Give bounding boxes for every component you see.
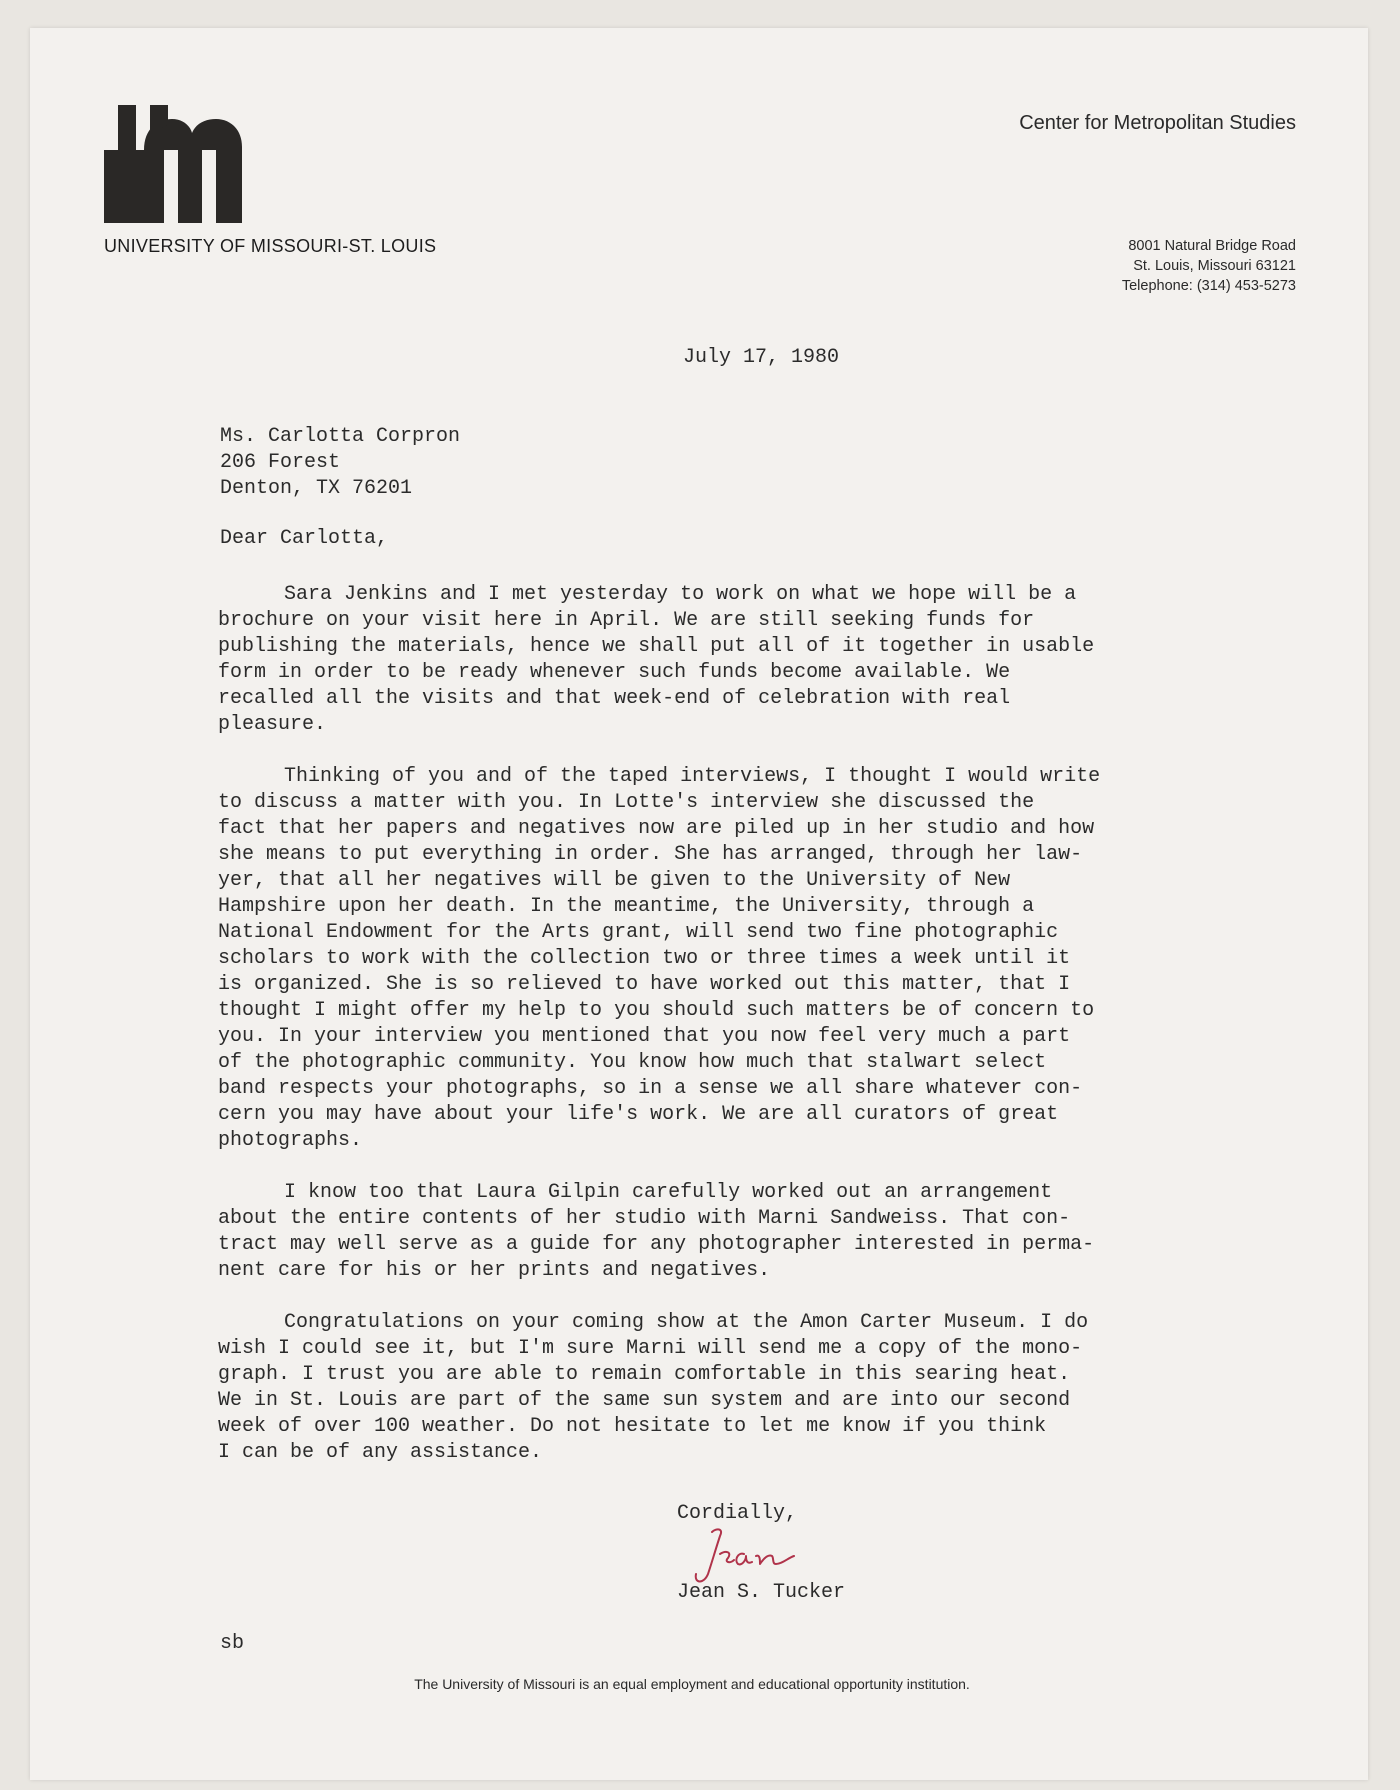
paragraph-line: cern you may have about your life's work. We are all curators of great: [218, 1103, 1059, 1126]
paragraph-line: Congratulations on your coming show at the Amon Carter Museum. I do: [284, 1311, 1089, 1334]
university-logo: [104, 105, 256, 223]
address-city: St. Louis, Missouri 63121: [1133, 258, 1296, 274]
paragraph-1: [218, 582, 1198, 738]
paragraph-line: I can be of any assistance.: [218, 1441, 543, 1464]
paragraph-4: [218, 1310, 1198, 1466]
paragraph-line: wish I could see it, but I'm sure Marni will send me a copy of the mono-: [218, 1337, 1083, 1360]
logo-left-bar: [104, 185, 144, 223]
address-telephone: Telephone: (314) 453-5273: [1121, 278, 1296, 294]
salutation: Dear Carlotta,: [220, 527, 389, 550]
paragraph-line: band respects your photographs, so in a sense we all share whatever con-: [218, 1077, 1083, 1100]
recipient-name: Ms. Carlotta Corpron: [220, 425, 461, 448]
paragraph-line: thought I might offer my help to you should such matters be of concern to: [218, 999, 1095, 1022]
paragraph-3: [218, 1180, 1198, 1284]
paragraph-line: graph. I trust you are able to remain comfortable in this searing heat.: [218, 1363, 1071, 1386]
center-name: Center for Metropolitan Studies: [1019, 112, 1296, 134]
address-street: 8001 Natural Bridge Road: [1128, 238, 1296, 254]
paragraph-line: recalled all the visits and that week-end of celebration with real: [218, 687, 1011, 710]
paragraph-line: publishing the materials, hence we shall put all of it together in usable: [218, 635, 1095, 658]
paragraph-line: of the photographic community. You know how much that stalwart select: [218, 1051, 1047, 1074]
paragraph-line: We in St. Louis are part of the same sun system and are into our second: [218, 1389, 1071, 1412]
paragraph-line: pleasure.: [218, 713, 327, 736]
university-name: UNIVERSITY OF MISSOURI-ST. LOUIS: [104, 236, 437, 256]
paragraph-line: National Endowment for the Arts grant, will send two fine photographic: [218, 921, 1059, 944]
paragraph-line: yer, that all her negatives will be given to the University of New: [218, 869, 1011, 892]
paragraph-line: about the entire contents of her studio with Marni Sandweiss. That con-: [218, 1207, 1071, 1230]
footer-text: The University of Missouri is an equal employment and educational opportunity institution.: [414, 1676, 970, 1692]
paragraph-line: you. In your interview you mentioned that you now feel very much a part: [218, 1025, 1071, 1048]
paragraph-line: Sara Jenkins and I met yesterday to work on what we hope will be a: [284, 583, 1077, 606]
recipient-city: Denton, TX 76201: [220, 477, 413, 500]
paragraph-line: Thinking of you and of the taped interviews, I thought I would write: [284, 765, 1101, 788]
paragraph-2: [218, 764, 1198, 1154]
recipient-block: [220, 424, 460, 502]
footer-statement: [0, 1676, 1400, 1692]
paragraph-line: fact that her papers and negatives now are piled up in her studio and how: [218, 817, 1095, 840]
handwritten-signature: [690, 1524, 802, 1586]
paragraph-line: nent care for his or her prints and negatives.: [218, 1259, 771, 1282]
logo-top-stem: [118, 105, 136, 155]
closing: Cordially,: [677, 1502, 798, 1525]
paragraph-line: photographs.: [218, 1129, 363, 1152]
letterhead-address: [1122, 236, 1296, 296]
paragraph-line: is organized. She is so relieved to have worked out this matter, that I: [218, 973, 1071, 996]
paragraph-line: I know too that Laura Gilpin carefully worked out an arrangement: [284, 1181, 1053, 1204]
signer-name: Jean S. Tucker: [677, 1581, 846, 1604]
paragraph-line: she means to put everything in order. She has arranged, through her law-: [218, 843, 1083, 866]
logo-m-shape: [144, 119, 242, 223]
paragraph-line: tract may well serve as a guide for any photographer interested in perma-: [218, 1233, 1095, 1256]
paragraph-line: to discuss a matter with you. In Lotte's interview she discussed the: [218, 791, 1035, 814]
paragraph-line: week of over 100 weather. Do not hesitate to let me know if you think: [218, 1415, 1047, 1438]
paragraph-line: brochure on your visit here in April. We are still seeking funds for: [218, 609, 1035, 632]
recipient-street: 206 Forest: [220, 451, 341, 474]
letter-body: [218, 582, 1198, 1492]
paragraph-line: scholars to work with the collection two or three times a week until it: [218, 947, 1071, 970]
paragraph-line: form in order to be ready whenever such funds become available. We: [218, 661, 1011, 684]
typist-initials: sb: [220, 1632, 245, 1655]
letter-date: July 17, 1980: [683, 346, 840, 369]
paragraph-line: Hampshire upon her death. In the meantime, the University, through a: [218, 895, 1035, 918]
